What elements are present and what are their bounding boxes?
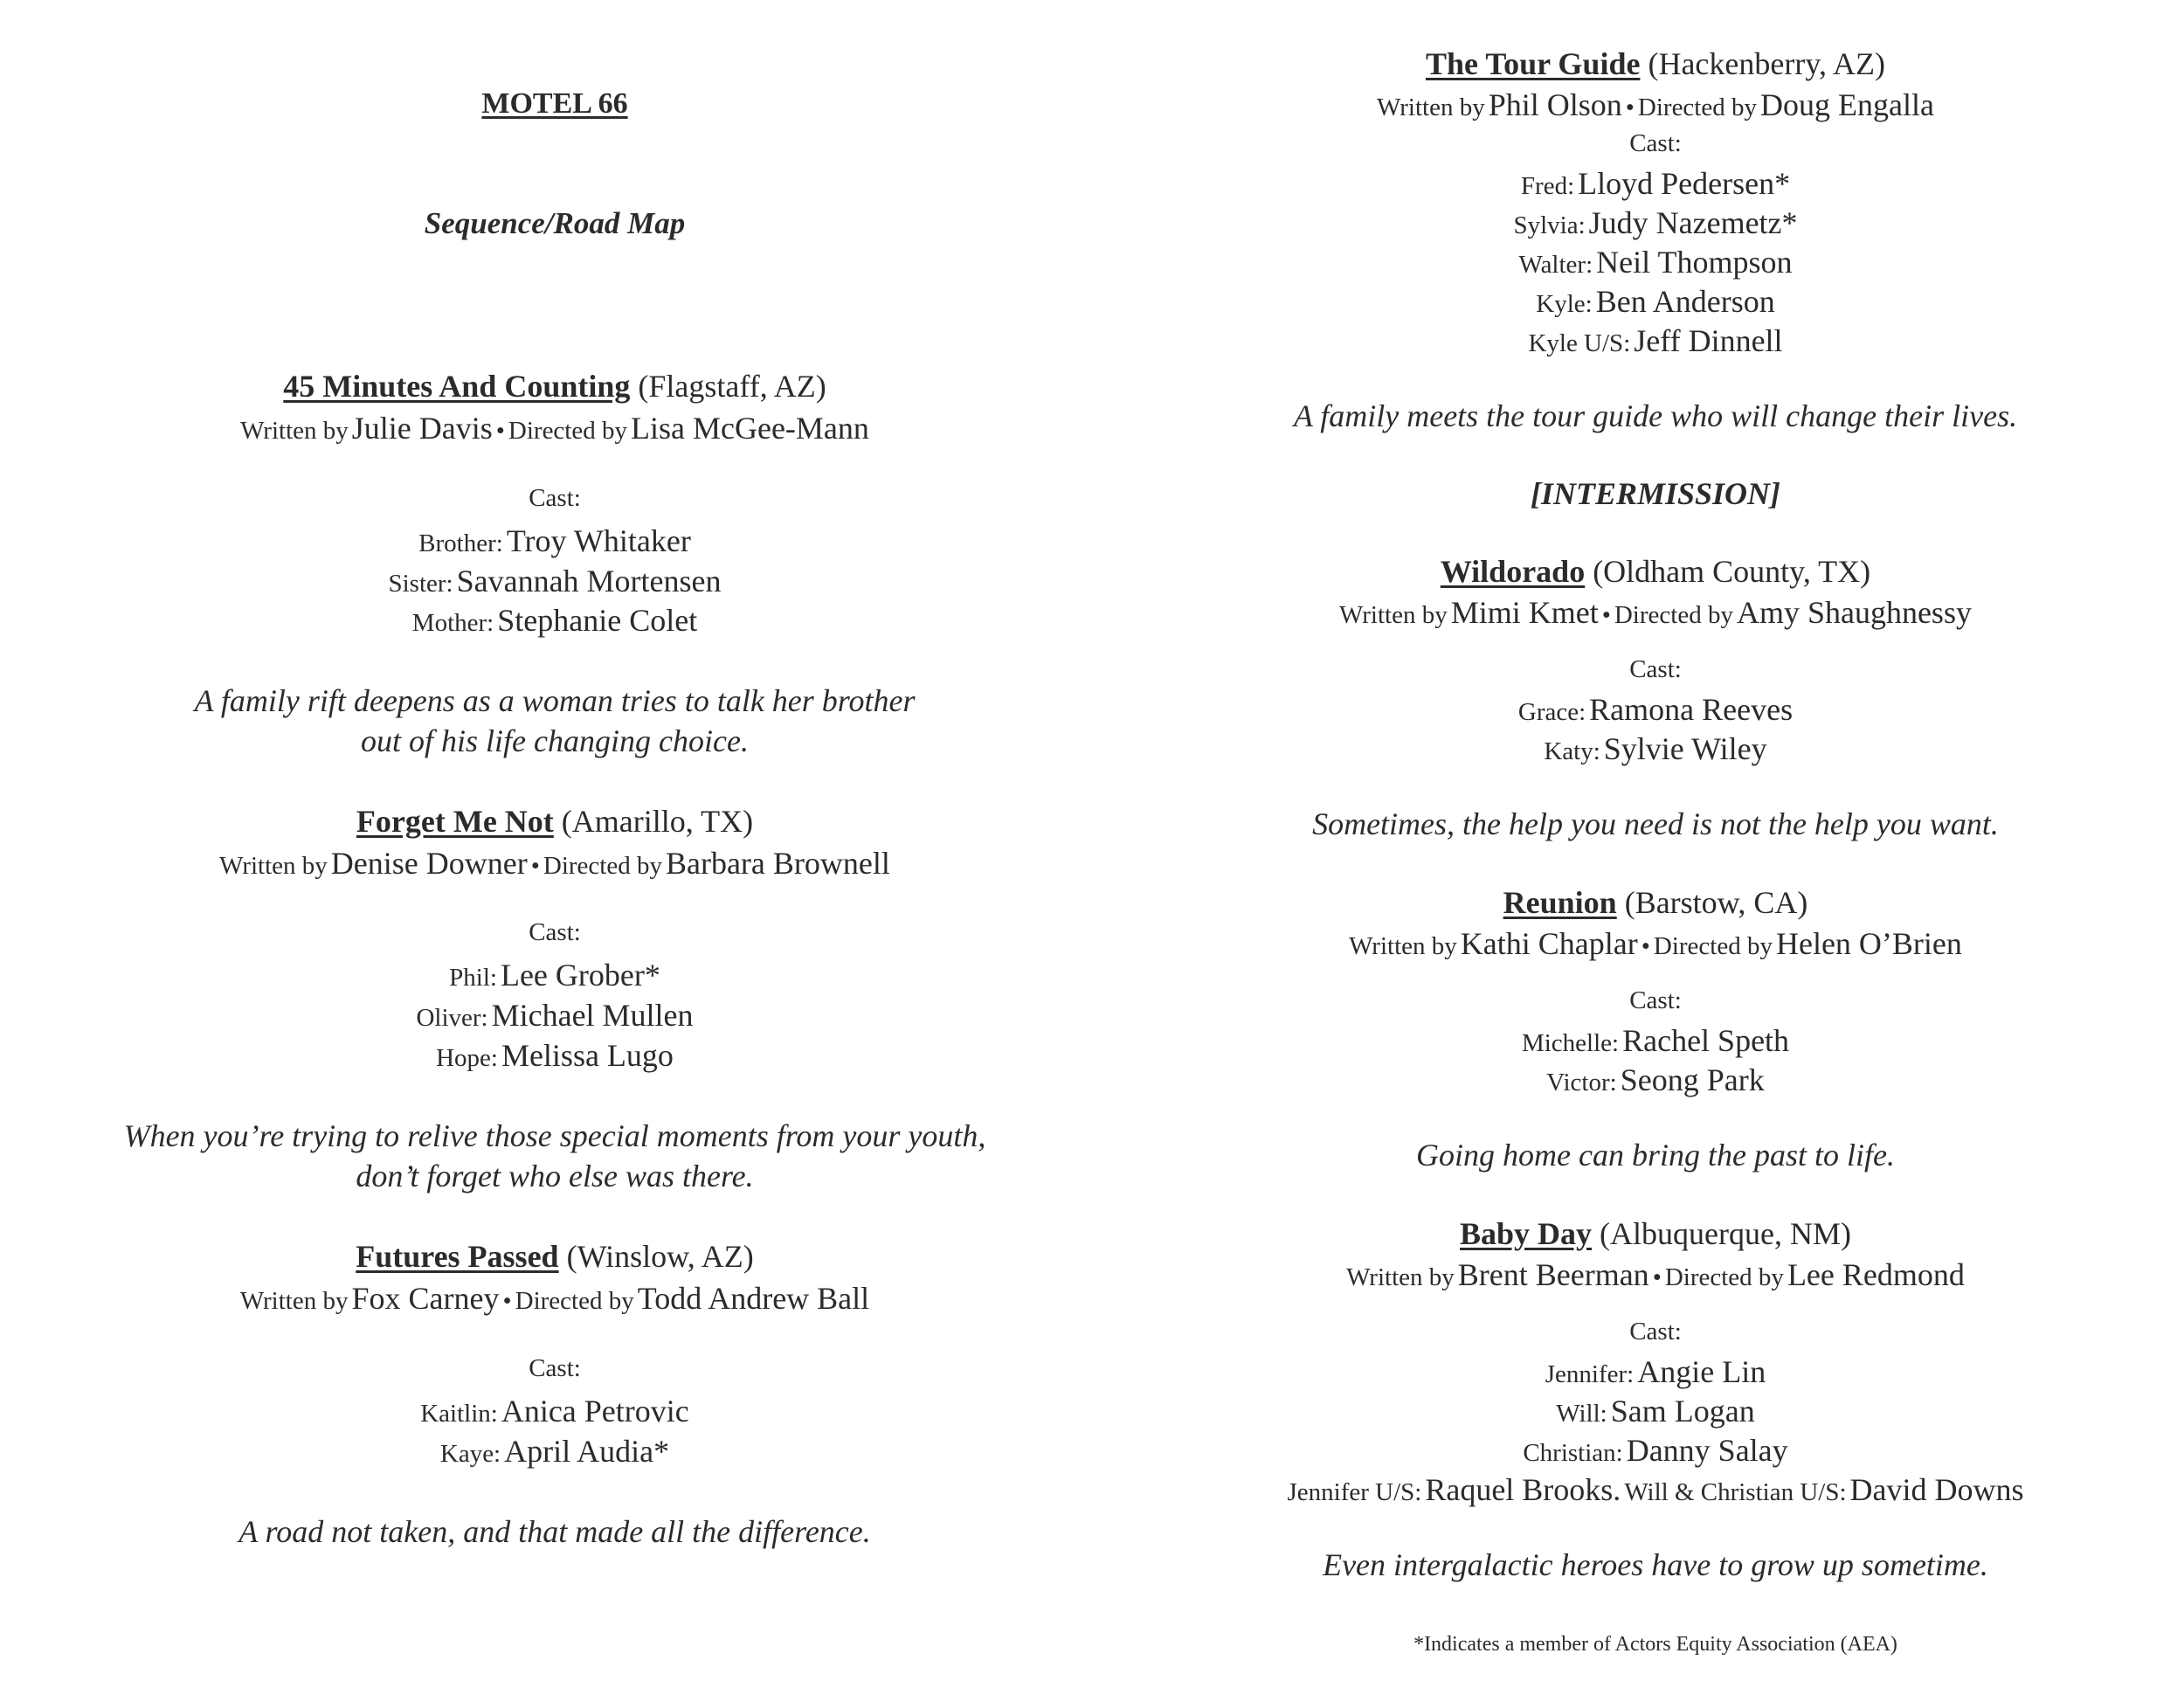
understudy-line: Jennifer U/S: Raquel Brooks. Will & Christian U/S: David Downs	[1287, 1472, 2024, 1507]
cast-heading: Cast:	[529, 918, 581, 946]
play-location: (Flagstaff, AZ)	[638, 369, 826, 404]
director-name: Amy Shaughnessy	[1736, 595, 1972, 630]
director-name: Helen O’Brien	[1775, 926, 1962, 961]
play-tagline: When you’re trying to relive those special moments from your youth,	[123, 1118, 986, 1153]
writer-name: Mimi Kmet	[1450, 595, 1599, 630]
play-tagline: Sometimes, the help you need is not the help you want.	[1312, 806, 1999, 841]
play-heading	[79, 1241, 1031, 1272]
cast-heading: Cast:	[1629, 986, 1682, 1014]
cast-member: Kaye: April Audia*	[439, 1434, 670, 1469]
play-heading	[1214, 556, 2097, 587]
program-title: MOTEL 66	[481, 87, 628, 120]
writer-name: Fox Carney	[351, 1281, 500, 1316]
writer-name: Brent Beerman	[1457, 1257, 1649, 1292]
cast-member: Kyle: Ben Anderson	[1536, 284, 1775, 319]
cast-member: Kaitlin: Anica Petrovic	[420, 1394, 689, 1429]
play-tagline: Even intergalactic heroes have to grow up sometime.	[1323, 1547, 1988, 1582]
cast-member: Christian: Danny Salay	[1523, 1433, 1788, 1468]
cast-member: Grace: Ramona Reeves	[1517, 692, 1794, 727]
play-location: (Winslow, AZ)	[566, 1239, 754, 1274]
cast-member: Phil: Lee Grober*	[449, 958, 660, 993]
director-name: Doug Engalla	[1760, 87, 1934, 122]
play-location: (Amarillo, TX)	[561, 804, 754, 839]
footnote: *Indicates a member of Actors Equity Association (AEA)	[1413, 1633, 1897, 1656]
cast-member: Michelle: Rachel Speth	[1521, 1023, 1790, 1058]
cast-heading: Cast:	[1629, 655, 1682, 683]
play-tagline: don’t forget who else was there.	[356, 1159, 754, 1193]
writer-name: Julie Davis	[351, 411, 493, 446]
writer-name: Denise Downer	[330, 846, 528, 881]
cast-member: Hope: Melissa Lugo	[436, 1038, 674, 1073]
credits-line: Written by Kathi Chaplar • Directed by Helen O’Brien	[1349, 926, 1962, 961]
cast-member: Will: Sam Logan	[1556, 1394, 1755, 1429]
play-heading	[1214, 48, 2097, 80]
play-title: Forget Me Not	[356, 804, 554, 839]
cast-member: Walter: Neil Thompson	[1518, 245, 1793, 280]
cast-member: Fred: Lloyd Pedersen*	[1520, 166, 1791, 201]
credits-line: Written by Denise Downer • Directed by Barbara Brownell	[219, 846, 890, 881]
play-title: 45 Minutes And Counting	[283, 369, 631, 404]
play-tagline: A family meets the tour guide who will change their lives.	[1293, 398, 2018, 433]
credits-line: Written by Phil Olson • Directed by Doug Engalla	[1377, 87, 1934, 122]
play-heading	[1214, 1218, 2097, 1249]
credits-line: Written by Fox Carney • Directed by Todd Andrew Ball	[239, 1281, 870, 1316]
credits-line: Written by Julie Davis • Directed by Lisa McGee-Mann	[240, 411, 869, 446]
director-name: Todd Andrew Ball	[637, 1281, 870, 1316]
intermission: [INTERMISSION]	[1530, 476, 1781, 511]
cast-member: Mother: Stephanie Colet	[411, 603, 698, 638]
play-location: (Albuquerque, NM)	[1600, 1216, 1851, 1251]
play-location: (Oldham County, TX)	[1593, 554, 1871, 589]
cast-heading: Cast:	[529, 484, 581, 512]
writer-name: Phil Olson	[1488, 87, 1622, 122]
play-title: Reunion	[1503, 885, 1617, 920]
play-location: (Barstow, CA)	[1624, 885, 1808, 920]
play-heading	[1214, 887, 2097, 918]
play-title: Futures Passed	[356, 1239, 559, 1274]
cast-member: Sister: Savannah Mortensen	[388, 564, 722, 598]
play-heading	[79, 806, 1031, 837]
director-name: Lee Redmond	[1787, 1257, 1965, 1292]
credits-line: Written by Brent Beerman • Directed by Lee Redmond	[1346, 1257, 1965, 1292]
play-tagline: A family rift deepens as a woman tries to talk her brother	[194, 683, 916, 718]
cast-member: Jennifer: Angie Lin	[1545, 1354, 1766, 1389]
cast-member: Oliver: Michael Mullen	[416, 998, 694, 1033]
play-title: Wildorado	[1440, 554, 1586, 589]
director-name: Lisa McGee-Mann	[631, 411, 869, 446]
cast-member: Sylvia: Judy Nazemetz*	[1513, 205, 1798, 240]
cast-heading: Cast:	[1629, 1318, 1682, 1346]
director-name: Barbara Brownell	[665, 846, 890, 881]
cast-heading: Cast:	[529, 1354, 581, 1382]
cast-member: Brother: Troy Whitaker	[418, 523, 691, 558]
play-tagline: out of his life changing choice.	[361, 723, 749, 758]
play-title: Baby Day	[1460, 1216, 1593, 1251]
program-subtitle: Sequence/Road Map	[424, 206, 686, 240]
cast-member: Kyle U/S: Jeff Dinnell	[1528, 323, 1783, 358]
credits-line: Written by Mimi Kmet • Directed by Amy Shaughnessy	[1339, 595, 1972, 630]
cast-heading: Cast:	[1629, 129, 1682, 157]
play-location: (Hackenberry, AZ)	[1648, 46, 1885, 81]
play-tagline: Going home can bring the past to life.	[1416, 1138, 1895, 1173]
cast-member: Victor: Seong Park	[1546, 1062, 1765, 1097]
play-tagline: A road not taken, and that made all the difference.	[238, 1514, 871, 1549]
play-title: The Tour Guide	[1426, 46, 1641, 81]
cast-member: Katy: Sylvie Wiley	[1544, 731, 1767, 766]
writer-name: Kathi Chaplar	[1460, 926, 1638, 961]
play-heading	[79, 370, 1031, 402]
